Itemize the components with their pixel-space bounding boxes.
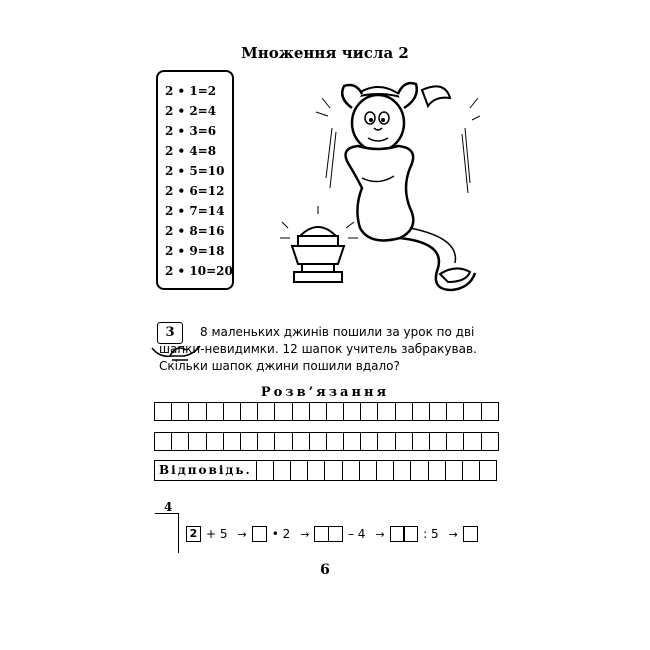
grid-cell[interactable] bbox=[274, 432, 292, 451]
grid-cell[interactable] bbox=[326, 402, 344, 421]
grid-cell[interactable] bbox=[395, 402, 413, 421]
table-row: 2 • 1=2 bbox=[165, 84, 217, 98]
grid-cell[interactable] bbox=[274, 402, 292, 421]
grid-cell[interactable] bbox=[393, 460, 411, 481]
problem-line: шапки-невидимки. 12 шапок учитель забракував. bbox=[159, 342, 477, 356]
grid-cell[interactable] bbox=[257, 402, 275, 421]
arrow-icon: → bbox=[237, 527, 247, 541]
grid-cell[interactable] bbox=[481, 402, 499, 421]
solution-heading: Розв’язання bbox=[260, 385, 390, 400]
task-3-text bbox=[159, 324, 530, 375]
answer-box[interactable] bbox=[403, 526, 418, 542]
grid-cell[interactable] bbox=[343, 402, 361, 421]
table-row: 2 • 5=10 bbox=[165, 164, 225, 178]
task-3-number: 3 bbox=[157, 322, 183, 344]
grid-cell[interactable] bbox=[309, 402, 327, 421]
grid-cell[interactable] bbox=[360, 432, 378, 451]
grid-cell[interactable] bbox=[309, 432, 327, 451]
grid-cell[interactable] bbox=[360, 402, 378, 421]
grid-cell[interactable] bbox=[240, 432, 258, 451]
table-row: 2 • 7=14 bbox=[165, 204, 225, 218]
grid-cell[interactable] bbox=[462, 460, 480, 481]
grid-cell[interactable] bbox=[154, 432, 172, 451]
grid-cell[interactable] bbox=[481, 432, 499, 451]
solution-grid-row-1[interactable] bbox=[154, 402, 498, 421]
grid-cell[interactable] bbox=[171, 402, 189, 421]
operation-label: – 4 bbox=[347, 527, 366, 541]
operation-label: : 5 bbox=[423, 527, 439, 541]
grid-cell[interactable] bbox=[395, 432, 413, 451]
grid-cell[interactable] bbox=[445, 460, 463, 481]
grid-cell[interactable] bbox=[446, 432, 464, 451]
grid-cell[interactable] bbox=[257, 432, 275, 451]
grid-cell[interactable] bbox=[292, 432, 310, 451]
grid-cell[interactable] bbox=[429, 432, 447, 451]
grid-cell[interactable] bbox=[428, 460, 446, 481]
answer-box-group bbox=[314, 526, 343, 542]
answer-box-group bbox=[252, 526, 267, 542]
grid-cell[interactable] bbox=[290, 460, 308, 481]
arrow-icon: → bbox=[375, 527, 385, 541]
task-4-corner-line bbox=[155, 513, 179, 553]
grid-cell[interactable] bbox=[412, 402, 430, 421]
grid-cell[interactable] bbox=[256, 460, 274, 481]
genie-illustration bbox=[270, 68, 480, 300]
grid-cell[interactable] bbox=[359, 460, 377, 481]
multiplication-table bbox=[156, 70, 234, 290]
grid-cell[interactable] bbox=[206, 432, 224, 451]
grid-cell[interactable] bbox=[446, 402, 464, 421]
grid-cell[interactable] bbox=[343, 432, 361, 451]
grid-cell[interactable] bbox=[377, 402, 395, 421]
grid-cell[interactable] bbox=[273, 460, 291, 481]
grid-cell[interactable] bbox=[326, 432, 344, 451]
table-row: 2 • 9=18 bbox=[165, 244, 225, 258]
page-title: Множення числа 2 bbox=[241, 44, 409, 62]
grid-cell[interactable] bbox=[412, 432, 430, 451]
grid-cell[interactable] bbox=[292, 402, 310, 421]
grid-cell[interactable] bbox=[206, 402, 224, 421]
table-row: 2 • 8=16 bbox=[165, 224, 225, 238]
task-4-number: 4 bbox=[164, 500, 173, 514]
start-value-box: 2 bbox=[186, 526, 201, 542]
answer-box[interactable] bbox=[328, 526, 343, 542]
grid-cell[interactable] bbox=[154, 402, 172, 421]
operation-label: + 5 bbox=[206, 527, 228, 541]
table-row: 2 • 6=12 bbox=[165, 184, 225, 198]
grid-cell[interactable] bbox=[342, 460, 360, 481]
answer-box[interactable] bbox=[463, 526, 478, 542]
grid-cell[interactable] bbox=[240, 402, 258, 421]
answer-box-group bbox=[390, 526, 419, 542]
arrow-icon: → bbox=[448, 527, 458, 541]
table-row: 2 • 3=6 bbox=[165, 124, 217, 138]
grid-cell[interactable] bbox=[376, 460, 394, 481]
grid-cell[interactable] bbox=[377, 432, 395, 451]
problem-line: 8 маленьких джинів пошили за урок по дві bbox=[200, 325, 475, 339]
grid-cell[interactable] bbox=[223, 402, 241, 421]
grid-cell[interactable] bbox=[463, 402, 481, 421]
grid-cell[interactable] bbox=[188, 432, 206, 451]
answer-box[interactable] bbox=[252, 526, 267, 542]
grid-cell[interactable] bbox=[410, 460, 428, 481]
page-number: 6 bbox=[320, 562, 330, 578]
grid-cell[interactable] bbox=[324, 460, 342, 481]
table-row: 2 • 2=4 bbox=[165, 104, 217, 118]
calculation-chain bbox=[186, 524, 478, 544]
grid-cell[interactable] bbox=[307, 460, 325, 481]
grid-cell[interactable] bbox=[188, 402, 206, 421]
problem-line: Скільки шапок джини пошили вдало? bbox=[159, 359, 400, 373]
table-row: 2 • 10=20 bbox=[165, 264, 233, 278]
answer-row bbox=[154, 460, 496, 481]
answer-label: Відповідь. bbox=[154, 460, 257, 481]
grid-cell[interactable] bbox=[223, 432, 241, 451]
answer-box-group bbox=[463, 526, 478, 542]
grid-cell[interactable] bbox=[479, 460, 497, 481]
grid-cell[interactable] bbox=[171, 432, 189, 451]
table-row: 2 • 4=8 bbox=[165, 144, 217, 158]
operation-label: • 2 bbox=[271, 527, 291, 541]
grid-cell[interactable] bbox=[463, 432, 481, 451]
solution-grid-row-2[interactable] bbox=[154, 432, 498, 451]
grid-cell[interactable] bbox=[429, 402, 447, 421]
arrow-icon: → bbox=[300, 527, 310, 541]
